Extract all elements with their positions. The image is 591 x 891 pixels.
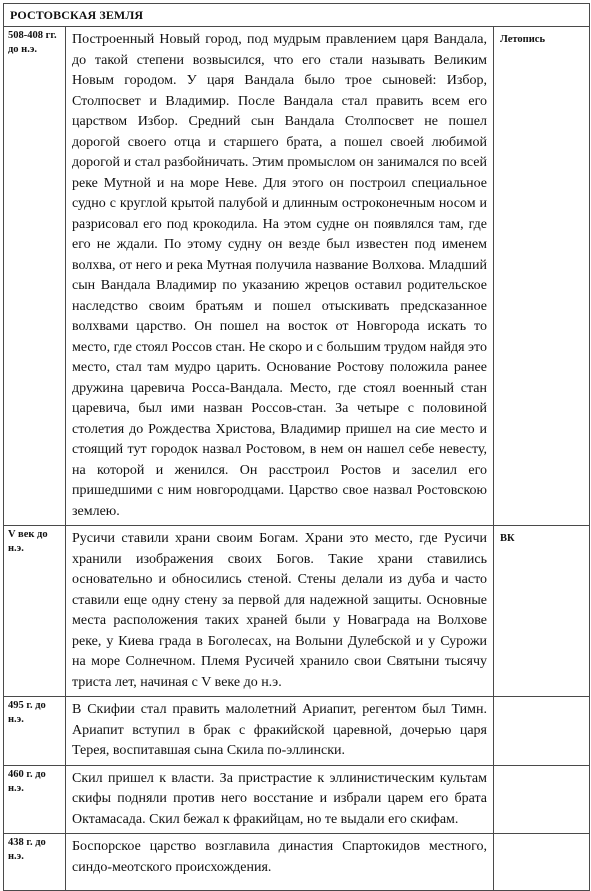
row-source — [494, 697, 589, 703]
row-date: 460 г. до н.э. — [8, 768, 46, 794]
source-cell — [494, 834, 590, 891]
row-text: Русичи ставили храни своим Богам. Храни это место, где Русичи хранили изображения своих Богов. Такие храни ставились основательно и обносились стеной. Стены делали из дуба и часто ставили еще одну стену за первой для надежной защиты. Основные места расположения таких храней были у Новаграда на Волхове реке, у Киева града в Боголесах, на Волыни Дулебской и у Сурожи на море Солнечном. Племя Русичей хранило свои Святыни тысячу триста лет, начиная с V веке до н.э. — [72, 531, 487, 690]
row-source: Летопись — [500, 34, 545, 45]
row-date: 495 г. до н.э. — [8, 700, 46, 725]
row-date: 438 г. до н.э. — [8, 837, 46, 862]
row-source — [494, 834, 589, 840]
document-page — [3, 3, 589, 891]
table-row — [4, 834, 590, 891]
text-cell — [66, 834, 494, 891]
source-cell — [494, 27, 590, 526]
table-heading-row — [4, 4, 590, 27]
row-source — [494, 766, 589, 772]
date-cell — [4, 526, 66, 697]
table-row — [4, 697, 590, 766]
source-cell — [494, 697, 590, 766]
text-cell — [66, 526, 494, 697]
table-row — [4, 765, 590, 834]
table-row — [4, 27, 590, 526]
table-row — [4, 526, 590, 697]
row-text: Боспорское царство возглавила династия Спартокидов местного, синдо-меотского происхождения. — [72, 839, 487, 875]
row-date: 508-408 гг. до н.э. — [8, 30, 57, 55]
chronology-table — [3, 3, 590, 891]
source-cell — [494, 526, 590, 697]
row-date: V век до н.э. — [8, 529, 48, 554]
date-cell — [4, 834, 66, 891]
row-text: Построенный Новый город, под мудрым правлением царя Вандала, до такой степени возвысился, что его стали называть Великим Новым городом. У царя Вандала было трое сыновей: Избор, Столпосвет и Владимир. После Вандала стал править всем его царством Избор. Средний сын Вандала Столпосвет не пошел дорогой своего отца и старшего брата, а пошел своей любимой дорогой и стал разбойничать. Этим промыслом он занимался по всей реке Мутной и на море Неве. Для этого он построил специальное судно с круглой крытой палубой и длинным остроконечным носом и разрисовал его под крокодила. На этом судне он появлялся там, где его не ждали. По этому судну он везде был известен под именем волхва, от него и река Мутная получила название Волхова. Младший сын Вандала Владимир по указанию жрецов оставил родительское наследство своим братьям и пошел отыскивать предсказанное волхвами царство. Он пошел на восток от Новгорода искать то место, где стоял Россов стан. Не скоро и с большим трудом найдя это место, стал там мудро царить. Основание Ростову положила ранее дружина царевича Росса-Вандала. Место, где стоял военный стан царевича, был ими назван Россов-стан. За четыре с половиной столетия до Рождества Христова, Владимир пришел на сие место и стоящий тут городок назвал Ростовом, в нем он нашел себе невесту, на которой и женился. Он расстроил Ростов и заселил его пришедшими с ним новгородцами. Царство свое назвал Ростовскою землею. — [72, 32, 487, 519]
date-cell — [4, 27, 66, 526]
source-cell — [494, 765, 590, 834]
row-text: В Скифии стал править малолетний Ариапит, регентом был Тимн. Ариапит вступил в брак с фракийской царевной, дочерью царя Терея, воспитавшая сына Скила по-эллински. — [72, 702, 487, 758]
row-text: Скил пришел к власти. За пристрастие к эллинистическим культам скифы подняли против него восстание и избрали царем его брата Октамасада. Скил бежал к фракийцам, но те выдали его скифам. — [72, 770, 487, 827]
text-cell — [66, 27, 494, 526]
heading-cell — [4, 4, 590, 27]
row-source: ВК — [500, 533, 515, 544]
date-cell — [4, 765, 66, 834]
text-cell — [66, 697, 494, 766]
date-cell — [4, 697, 66, 766]
text-cell — [66, 765, 494, 834]
section-heading: РОСТОВСКАЯ ЗЕМЛЯ — [10, 8, 144, 22]
